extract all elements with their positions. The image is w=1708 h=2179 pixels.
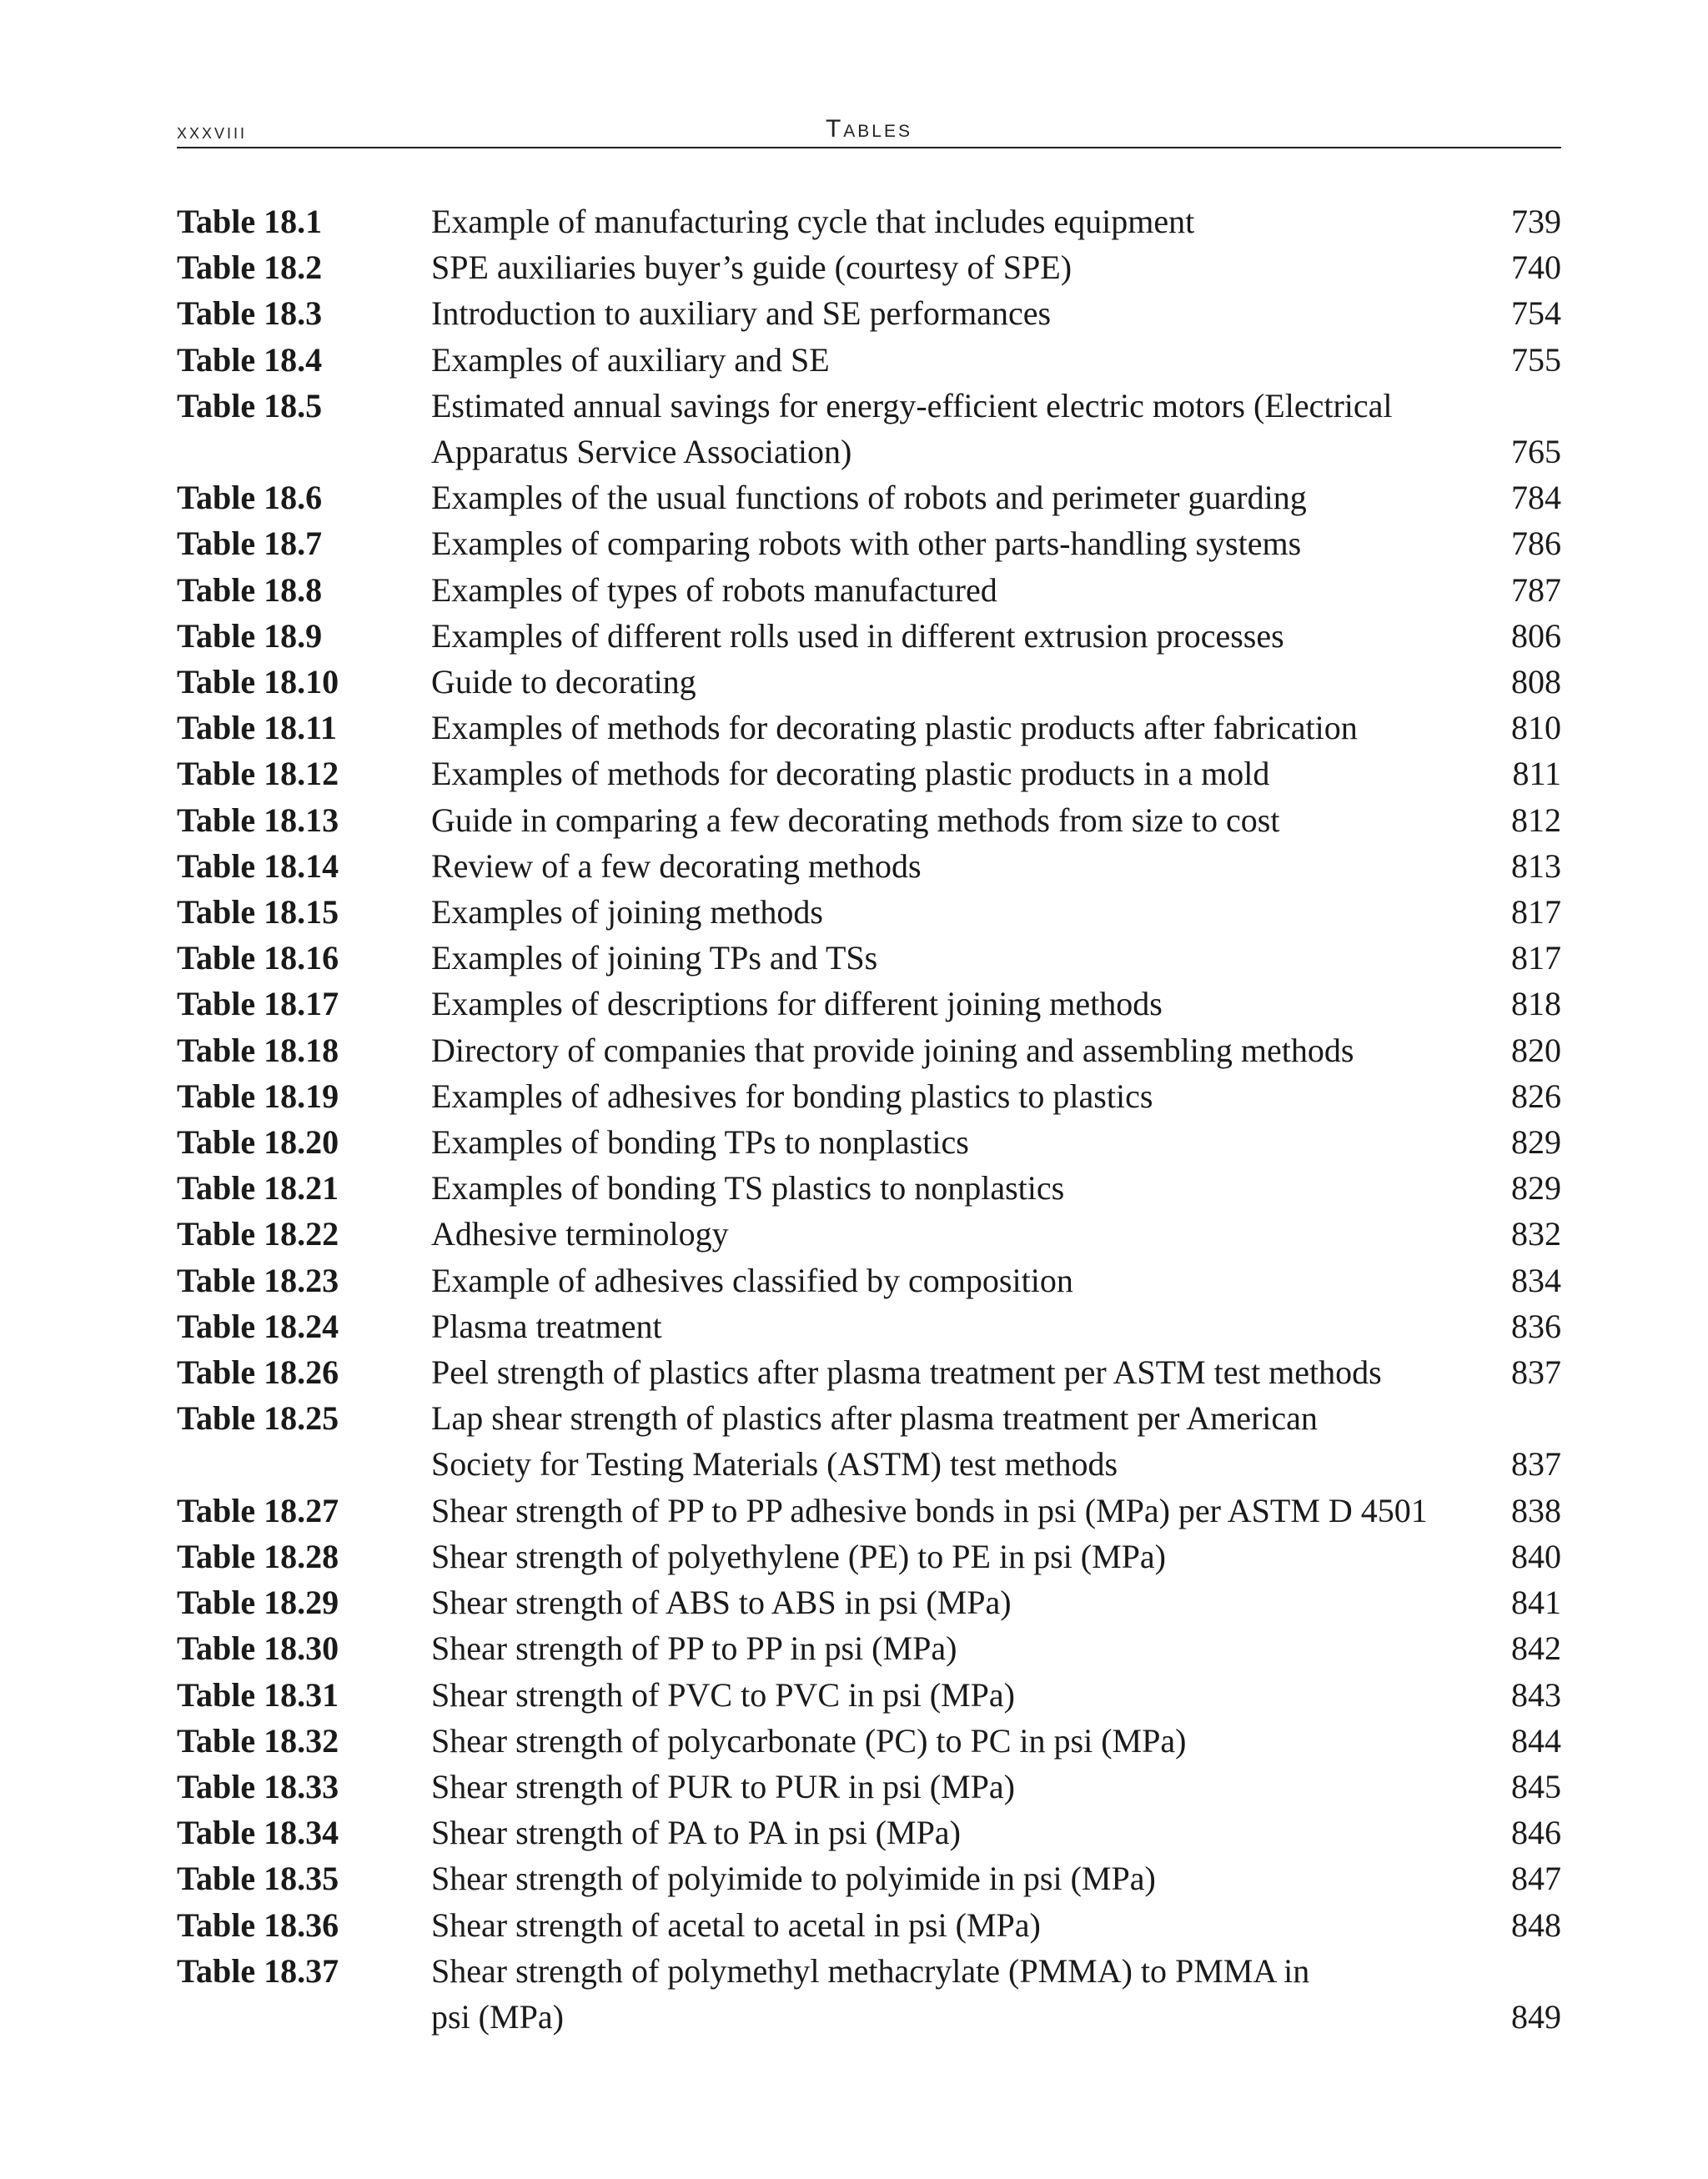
page-number: 754 (1511, 294, 1561, 333)
table-label: Table 18.18 (177, 1031, 339, 1069)
page-number: 813 (1511, 846, 1561, 885)
page-number: 740 (1511, 249, 1561, 287)
table-label: Table 18.9 (177, 616, 323, 655)
toc-entry (177, 567, 1561, 613)
table-label: Table 18.19 (177, 1077, 339, 1115)
table-title: Review of a few decorating methods (431, 846, 922, 885)
page-number: 786 (1511, 525, 1561, 563)
table-title: Peel strength of plastics after plasma treatment per ASTM test methods (431, 1353, 1382, 1392)
table-label: Table 18.34 (177, 1814, 339, 1852)
table-title: Directory of companies that provide joining and assembling methods (431, 1031, 1354, 1069)
table-title: Examples of different rolls used in different extrusion processes (431, 616, 1284, 655)
table-title: Examples of comparing robots with other parts-handling systems (431, 525, 1302, 563)
page-number: 812 (1511, 801, 1561, 839)
table-label: Table 18.27 (177, 1491, 339, 1529)
table-title: Shear strength of polycarbonate (PC) to PC in psi (MPa) (431, 1721, 1187, 1760)
table-label: Table 18.11 (177, 709, 337, 747)
table-label: Table 18.21 (177, 1169, 339, 1207)
table-label: Table 18.15 (177, 893, 339, 931)
table-title: Shear strength of ABS to ABS in psi (MPa) (431, 1584, 1012, 1622)
table-title: Examples of types of robots manufactured (431, 570, 997, 609)
table-label: Table 18.33 (177, 1767, 339, 1805)
page-number: 846 (1511, 1814, 1561, 1852)
page-number: 826 (1511, 1077, 1561, 1115)
table-title: Shear strength of PUR to PUR in psi (MPa) (431, 1767, 1015, 1805)
table-title: Shear strength of PP to PP adhesive bonds in psi (MPa) per ASTM D 4501 (431, 1491, 1428, 1529)
list-of-tables (177, 198, 1561, 2040)
table-title: Examples of descriptions for different joining methods (431, 985, 1163, 1023)
page-number: 755 (1511, 340, 1561, 379)
table-label: Table 18.4 (177, 340, 323, 379)
table-label: Table 18.23 (177, 1261, 339, 1299)
page-number: 836 (1511, 1307, 1561, 1345)
toc-entry (177, 659, 1561, 705)
toc-entry (177, 613, 1561, 659)
page-number: 849 (1511, 1997, 1561, 2036)
table-title: Introduction to auxiliary and SE performances (431, 294, 1052, 333)
table-label: Table 18.26 (177, 1353, 339, 1392)
table-label: Table 18.36 (177, 1905, 339, 1944)
toc-entry (177, 1718, 1561, 1764)
table-title: Shear strength of polyimide to polyimide in psi (MPa) (431, 1860, 1156, 1898)
toc-entry (177, 1027, 1561, 1073)
table-label: Table 18.31 (177, 1675, 339, 1714)
table-label: Table 18.37 (177, 1951, 339, 1990)
table-title: Shear strength of PVC to PVC in psi (MPa) (431, 1675, 1015, 1714)
table-label: Table 18.5 (177, 386, 323, 424)
page-number: 842 (1511, 1629, 1561, 1668)
table-label: Table 18.1 (177, 203, 323, 240)
page-number: 838 (1511, 1491, 1561, 1529)
table-title: Examples of the usual functions of robots and perimeter guarding (431, 479, 1307, 517)
toc-entry (177, 244, 1561, 290)
table-title: Estimated annual savings for energy-efficient electric motors (Electrical Apparatus Service Association) (431, 386, 1393, 471)
page-number: 848 (1511, 1905, 1561, 1944)
table-title: Examples of bonding TPs to nonplastics (431, 1123, 969, 1162)
page-number: 817 (1511, 893, 1561, 931)
page-number: 834 (1511, 1261, 1561, 1299)
toc-entry (177, 1764, 1561, 1810)
page-number: 829 (1511, 1123, 1561, 1162)
table-title: Adhesive terminology (431, 1215, 729, 1253)
toc-entry (177, 198, 1561, 244)
table-title: SPE auxiliaries buyer’s guide (courtesy of SPE) (431, 249, 1073, 287)
toc-entry (177, 797, 1561, 843)
toc-entry (177, 520, 1561, 566)
toc-entry (177, 1395, 1561, 1487)
toc-entry (177, 1625, 1561, 1671)
toc-entry (177, 1119, 1561, 1165)
table-title: Shear strength of PP to PP in psi (MPa) (431, 1629, 957, 1668)
toc-entry (177, 1165, 1561, 1211)
page-number: 847 (1511, 1860, 1561, 1898)
table-title: Examples of methods for decorating plastic products after fabrication (431, 709, 1358, 747)
toc-entry (177, 1902, 1561, 1948)
table-title: Guide in comparing a few decorating methods from size to cost (431, 801, 1280, 839)
toc-entry (177, 1534, 1561, 1579)
table-label: Table 18.3 (177, 294, 323, 333)
toc-entry (177, 889, 1561, 935)
table-label: Table 18.25 (177, 1399, 339, 1438)
toc-entry (177, 1211, 1561, 1257)
table-label: Table 18.24 (177, 1307, 339, 1345)
toc-entry (177, 1672, 1561, 1718)
page-number: 832 (1511, 1215, 1561, 1253)
page-number: 818 (1511, 985, 1561, 1023)
page-number: 739 (1511, 203, 1561, 240)
table-label: Table 18.32 (177, 1721, 339, 1760)
toc-entry (177, 474, 1561, 520)
table-label: Table 18.7 (177, 525, 323, 563)
table-label: Table 18.16 (177, 939, 339, 977)
table-label: Table 18.14 (177, 846, 339, 885)
toc-entry (177, 751, 1561, 796)
page-number: 844 (1511, 1721, 1561, 1760)
table-label: Table 18.13 (177, 801, 339, 839)
table-label: Table 18.12 (177, 755, 339, 793)
table-title: Shear strength of polyethylene (PE) to PE in psi (MPa) (431, 1537, 1166, 1575)
toc-entry (177, 1948, 1561, 2040)
page-number: 817 (1511, 939, 1561, 977)
toc-entry (177, 290, 1561, 336)
table-title: Examples of joining TPs and TSs (431, 939, 878, 977)
page-number: 843 (1511, 1675, 1561, 1714)
table-label: Table 18.10 (177, 663, 339, 701)
table-title: Plasma treatment (431, 1307, 662, 1345)
page-number: 845 (1511, 1767, 1561, 1805)
page-number: 765 (1511, 433, 1561, 471)
page-number: 840 (1511, 1537, 1561, 1575)
toc-entry (177, 843, 1561, 889)
toc-entry (177, 337, 1561, 383)
table-title: Shear strength of acetal to acetal in psi (MPa) (431, 1905, 1041, 1944)
table-label: Table 18.30 (177, 1629, 339, 1668)
toc-entry (177, 1810, 1561, 1855)
page-number: 837 (1511, 1353, 1561, 1392)
table-title: Examples of adhesives for bonding plastics to plastics (431, 1077, 1153, 1115)
toc-entry (177, 383, 1561, 474)
toc-entry (177, 705, 1561, 751)
table-title: Guide to decorating (431, 663, 696, 701)
page-number: 837 (1511, 1445, 1561, 1484)
page-number: 808 (1511, 663, 1561, 701)
toc-entry (177, 1488, 1561, 1534)
page-number: 806 (1511, 616, 1561, 655)
page-number: 787 (1511, 570, 1561, 609)
page-number: 811 (1512, 755, 1561, 793)
toc-entry (177, 1073, 1561, 1119)
toc-entry (177, 935, 1561, 981)
table-label: Table 18.17 (177, 985, 339, 1023)
header-page-number: xxxviii (177, 118, 248, 143)
toc-entry (177, 1303, 1561, 1349)
table-title: Shear strength of PA to PA in psi (MPa) (431, 1814, 961, 1852)
table-title: Examples of auxiliary and SE (431, 340, 830, 379)
page-number: 829 (1511, 1169, 1561, 1207)
table-title: Example of manufacturing cycle that includes equipment (431, 203, 1195, 240)
toc-entry (177, 1258, 1561, 1303)
table-label: Table 18.28 (177, 1537, 339, 1575)
table-title: Examples of joining methods (431, 893, 823, 931)
table-label: Table 18.22 (177, 1215, 339, 1253)
table-label: Table 18.35 (177, 1860, 339, 1898)
table-label: Table 18.2 (177, 249, 323, 287)
table-title: Examples of bonding TS plastics to nonplastics (431, 1169, 1065, 1207)
table-label: Table 18.8 (177, 570, 323, 609)
table-label: Table 18.29 (177, 1584, 339, 1622)
table-title: Shear strength of polymethyl methacrylate (PMMA) to PMMA in psi (MPa) (431, 1951, 1310, 2036)
table-label: Table 18.6 (177, 479, 323, 517)
toc-entry (177, 981, 1561, 1027)
page-number: 820 (1511, 1031, 1561, 1069)
page-header (177, 113, 1561, 148)
page-number: 810 (1511, 709, 1561, 747)
toc-entry (177, 1855, 1561, 1901)
table-title: Examples of methods for decorating plastic products in a mold (431, 755, 1270, 793)
table-label: Table 18.20 (177, 1123, 339, 1162)
toc-entry (177, 1579, 1561, 1625)
table-title: Lap shear strength of plastics after plasma treatment per American Society for Testing Materials (ASTM) test methods (431, 1399, 1318, 1484)
page-number: 841 (1511, 1584, 1561, 1622)
page-number: 784 (1511, 479, 1561, 517)
table-title: Example of adhesives classified by composition (431, 1261, 1073, 1299)
header-section-title: Tables (825, 115, 913, 143)
toc-entry (177, 1349, 1561, 1395)
